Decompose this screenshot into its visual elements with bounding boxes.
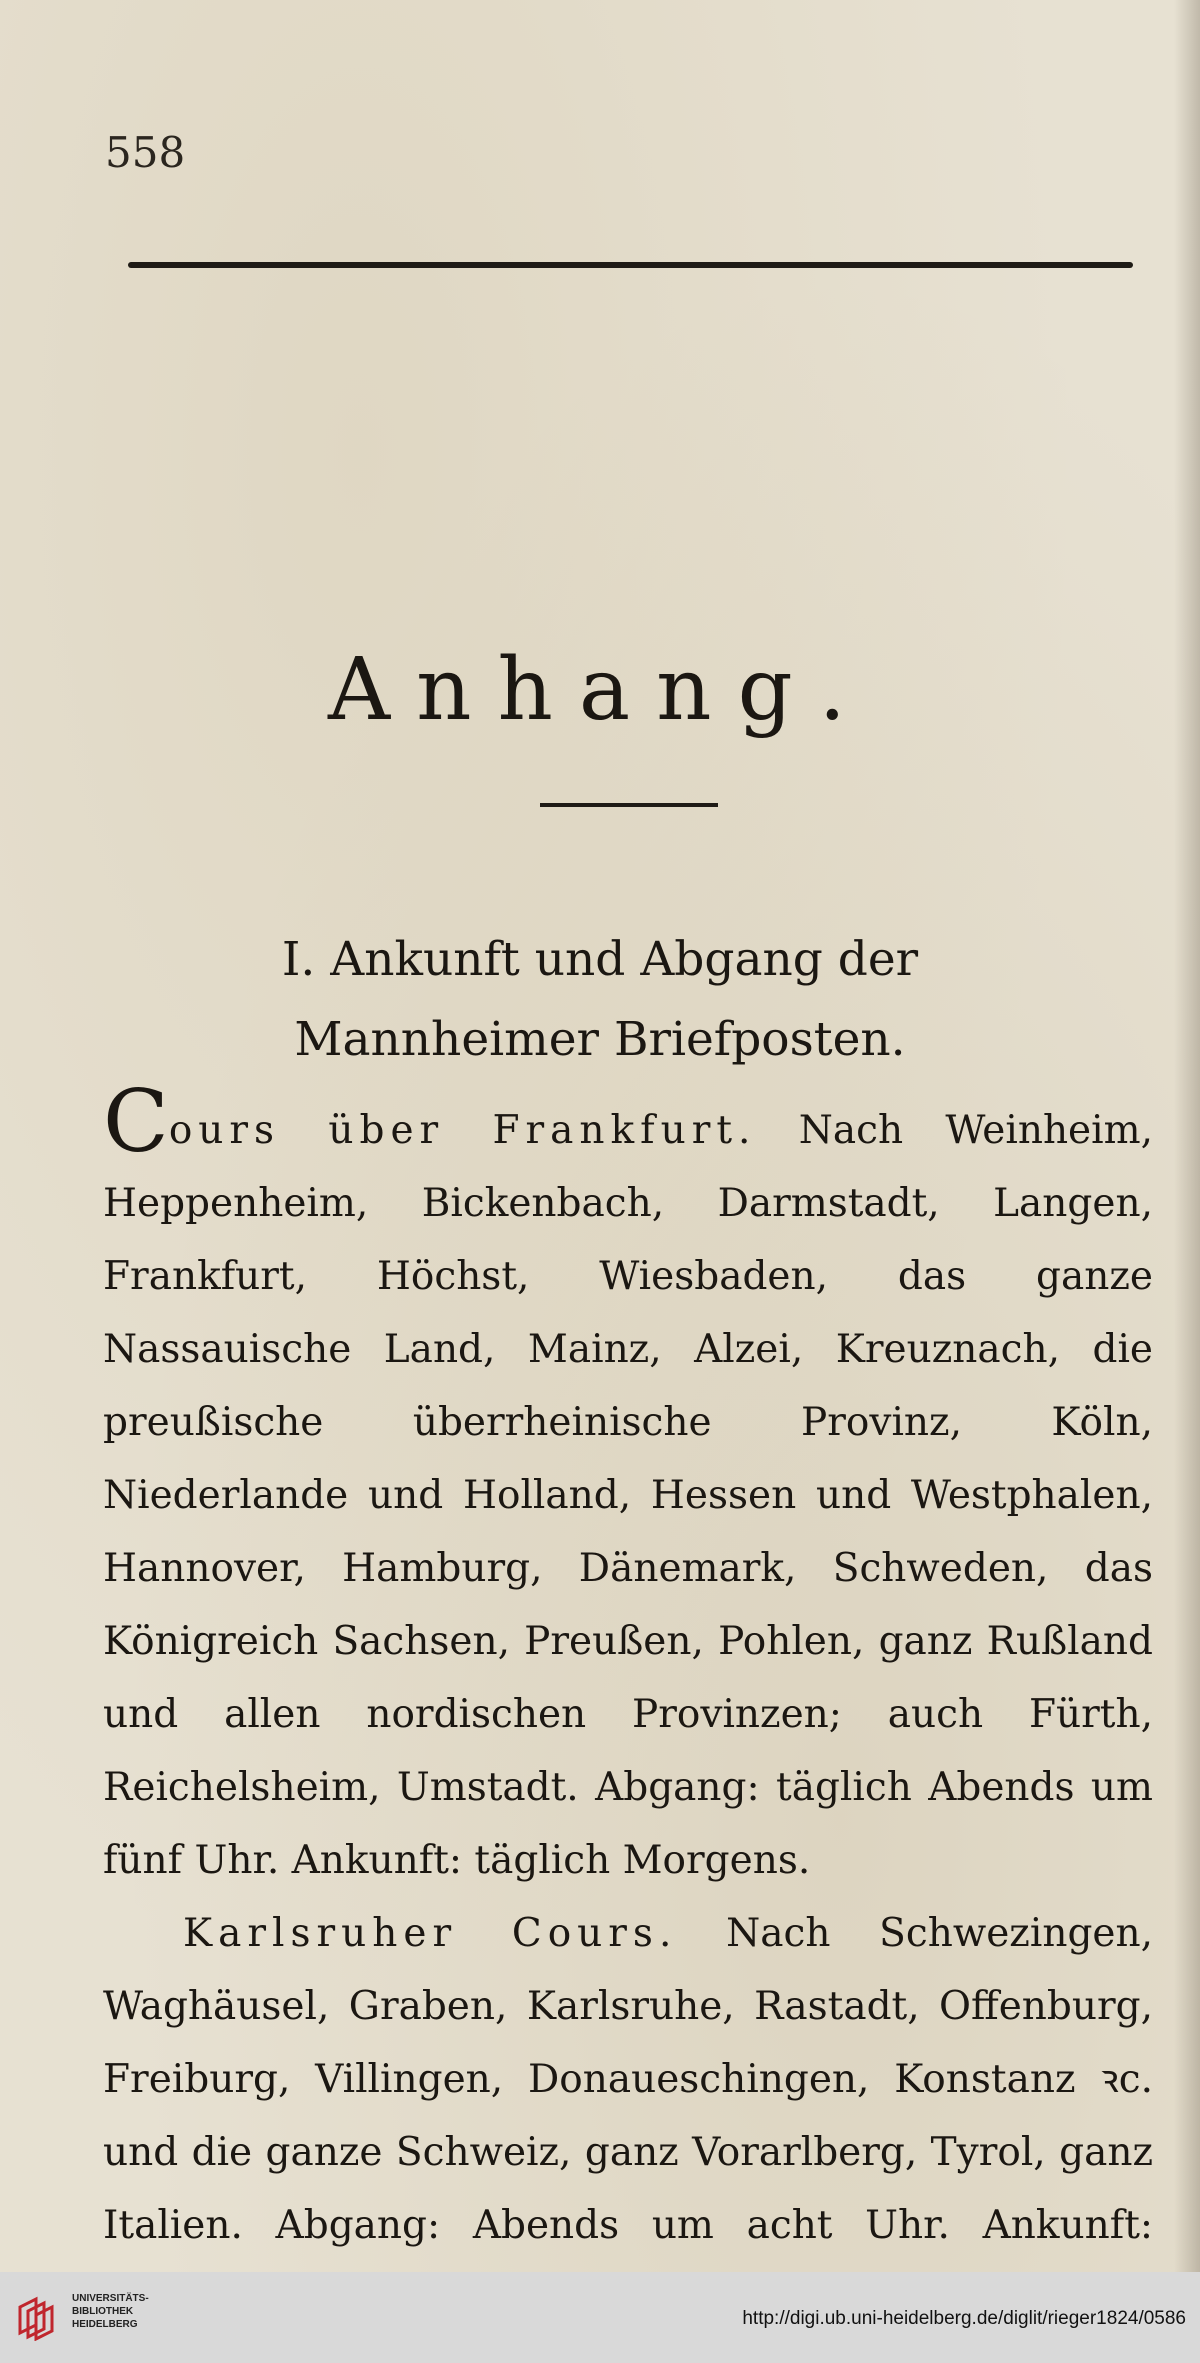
paragraph-karlsruhe — [103, 1897, 1153, 2272]
institution-line: UNIVERSITÄTS- — [72, 2293, 149, 2304]
paragraph-frankfurt — [103, 1072, 1153, 1897]
paragraph-lead: Karlsruher Cours. — [183, 1911, 678, 1956]
page-number: 558 — [105, 128, 186, 177]
appendix-title: Anhang. — [328, 640, 872, 740]
body-text — [103, 1072, 1154, 2272]
section-heading: I. Ankunft und Abgang der Mannheimer Briefposten. — [281, 932, 919, 1067]
institution-name — [72, 2292, 222, 2331]
source-url[interactable]: http://digi.ub.uni-heidelberg.de/diglit/rieger1824/0586 — [742, 2308, 1186, 2329]
title-rule — [540, 803, 718, 807]
drop-cap: C — [103, 1072, 169, 1172]
paragraph-text: Nach Weinheim, Heppenheim, Bickenbach, Darmstadt, Langen, Frankfurt, Höchst, Wiesbaden, das ganze Nassauische Land, Mainz, Alzei, Kreuznach, die preußische überrheinische Provinz, Köln, Niederlande und Holland, Hessen und Westphalen, Hannover, Hamburg, Dänemark, Schweden, das Königreich Sachsen, Preußen, Pohlen, ganz Rußland und allen nordischen Provinzen; auch Fürth, Reichelsheim, Umstadt. Abgang: täglich Abends um fünf Uhr. Ankunft: täglich Morgens. — [103, 1108, 1153, 1883]
library-logo-icon[interactable] — [14, 2293, 62, 2341]
institution-line: HEIDELBERG — [72, 2319, 138, 2330]
paragraph-lead: ours über Frankfurt. — [168, 1108, 757, 1153]
institution-line: BIBLIOTHEK — [72, 2306, 134, 2317]
paragraph-text: Nach Schwezingen, Waghäusel, Graben, Karlsruhe, Rastadt, Offenburg, Freiburg, Villingen, Donaueschingen, Konstanz ꝛc. und die ganze Schweiz, ganz Vorarlberg, Tyrol, ganz Italien. Abgang: Abends um acht Uhr. Ankunft: — [103, 1911, 1154, 2248]
header-rule — [128, 262, 1133, 268]
